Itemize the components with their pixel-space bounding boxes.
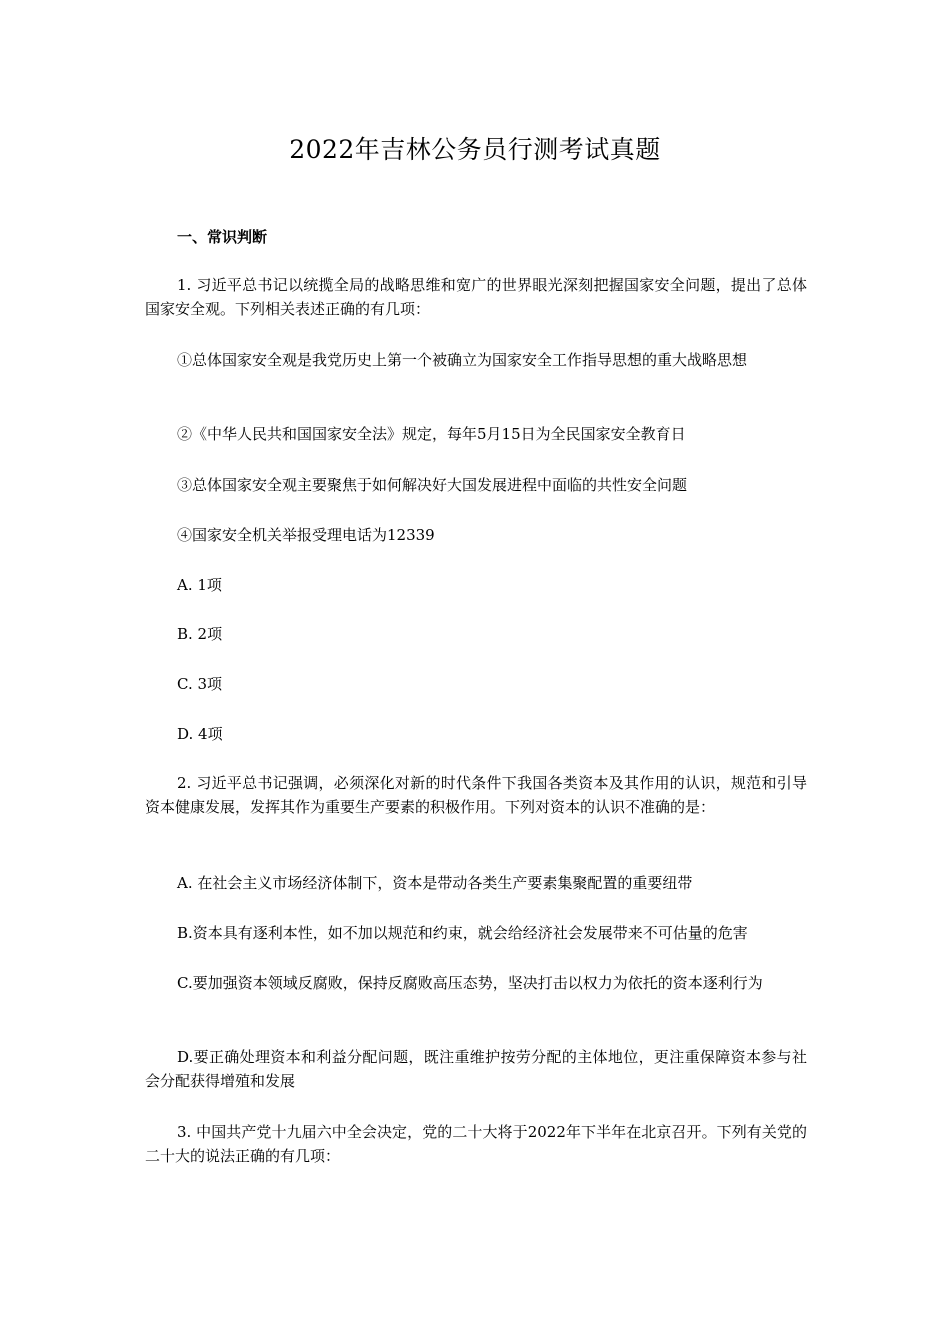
question-1-statement-2: ②《中华人民共和国国家安全法》规定，每年5月15日为全民国家安全教育日 xyxy=(177,425,686,443)
question-1-stem: 1. 习近平总书记以统揽全局的战略思维和宽广的世界眼光深刻把握国家安全问题，提出了总体国家安全观。下列相关表述正确的有几项： xyxy=(145,276,807,318)
question-1-statement-4: ④国家安全机关举报受理电话为12339 xyxy=(177,526,435,544)
question-1-option-d: D. 4项 xyxy=(177,725,223,743)
question-1-statement-1: ①总体国家安全观是我党历史上第一个被确立为国家安全工作指导思想的重大战略思想 xyxy=(177,351,748,369)
question-2-option-a: A. 在社会主义市场经济体制下，资本是带动各类生产要素集聚配置的重要纽带 xyxy=(177,874,693,892)
question-2-stem: 2. 习近平总书记强调，必须深化对新的时代条件下我国各类资本及其作用的认识，规范和引导资本健康发展，发挥其作为重要生产要素的积极作用。下列对资本的认识不准确的是： xyxy=(145,774,807,816)
question-2-option-d: D.要正确处理资本和利益分配问题，既注重维护按劳分配的主体地位，更注重保障资本参与社会分配获得增殖和发展 xyxy=(145,1048,807,1090)
question-1-option-c: C. 3项 xyxy=(177,675,223,693)
question-1-option-b: B. 2项 xyxy=(177,625,223,643)
document-title: 2022年吉林公务员行测考试真题 xyxy=(289,135,661,164)
question-1-statement-3: ③总体国家安全观主要聚焦于如何解决好大国发展进程中面临的共性安全问题 xyxy=(177,476,688,494)
question-2-option-b: B.资本具有逐利本性，如不加以规范和约束，就会给经济社会发展带来不可估量的危害 xyxy=(177,924,748,942)
section-heading: 一、常识判断 xyxy=(177,228,268,246)
question-3-stem: 3. 中国共产党十九届六中全会决定，党的二十大将于2022年下半年在北京召开。下列有关党的二十大的说法正确的有几项： xyxy=(145,1123,807,1165)
question-1-option-a: A. 1项 xyxy=(177,576,222,594)
question-2-option-c: C.要加强资本领域反腐败，保持反腐败高压态势，坚决打击以权力为依托的资本逐利行为 xyxy=(177,974,763,992)
